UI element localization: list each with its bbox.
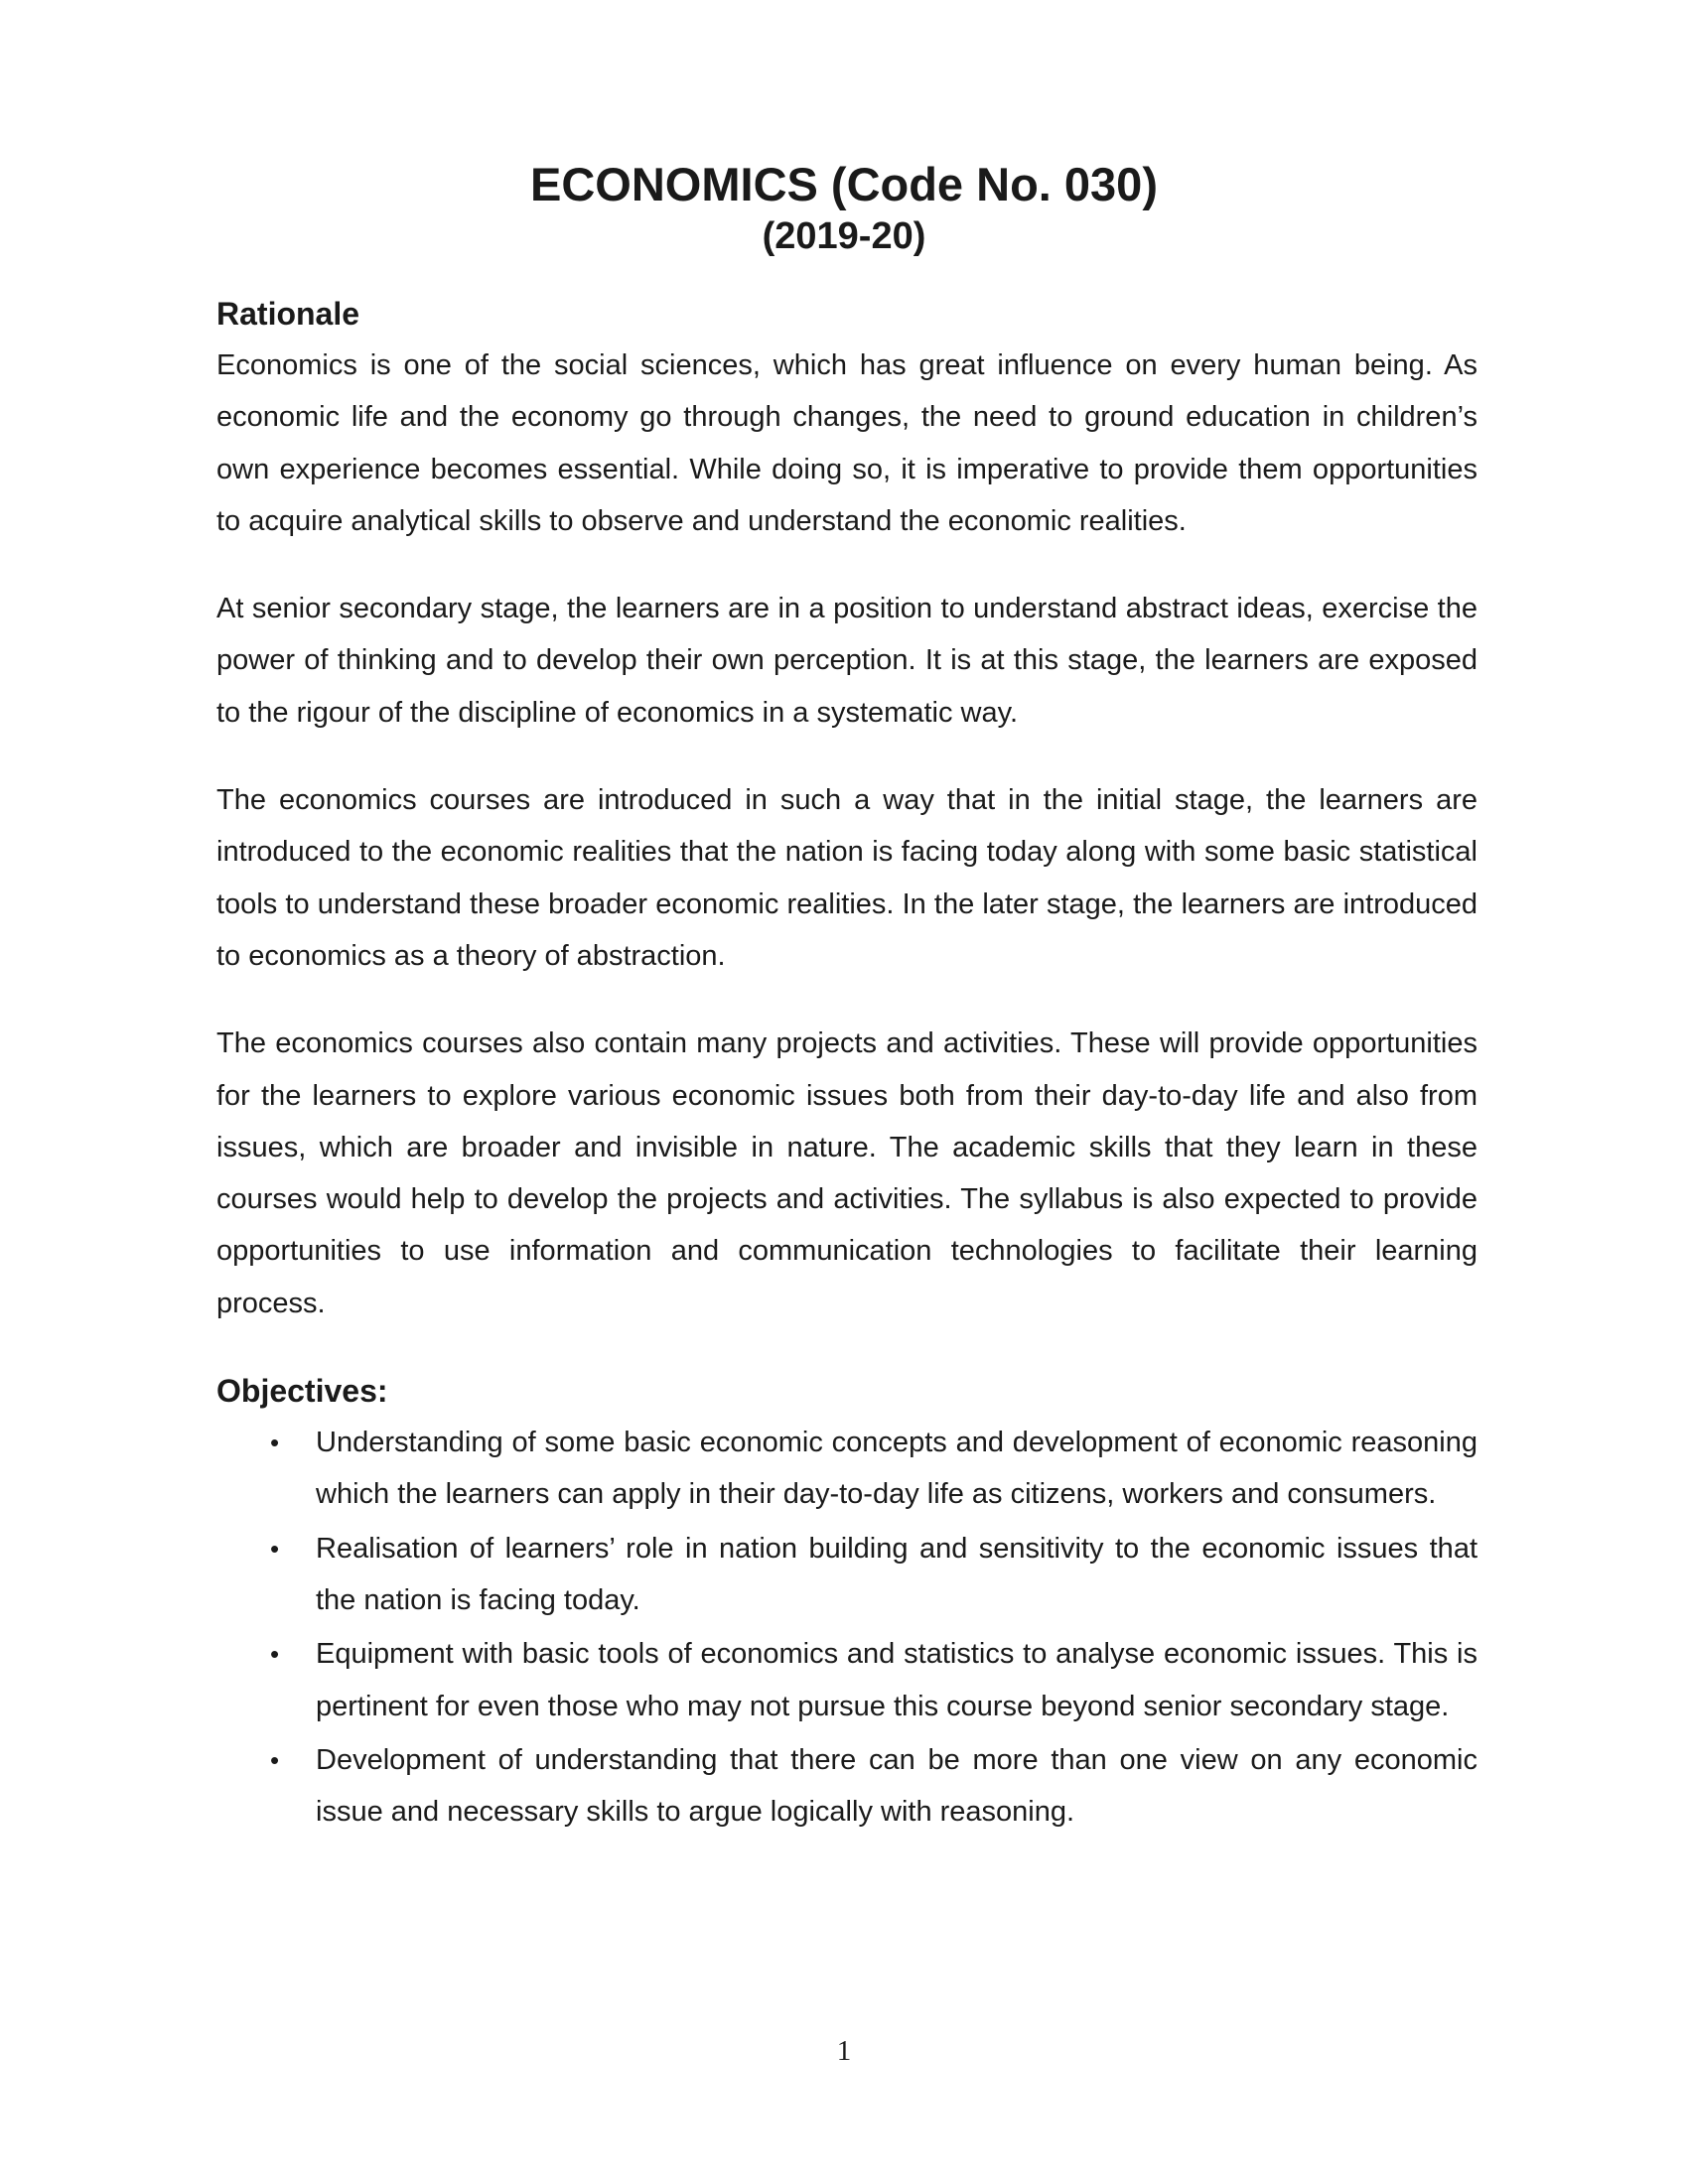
objective-item (216, 1523, 1477, 1627)
objective-text: Understanding of some basic economic concepts and development of economic reasoning which the learners can apply in their day-to-day life as citizens, workers and consumers. (316, 1427, 1477, 1511)
objectives-list (216, 1417, 1477, 1838)
bullet-icon: • (270, 1639, 280, 1670)
title-block (0, 157, 1688, 260)
objective-item (216, 1734, 1477, 1839)
page-number: 1 (836, 2035, 852, 2067)
rationale-paragraph: At senior secondary stage, the learners are in a position to understand abstract ideas, exercise the power of thinking and to develop their own perception. It is at this stage, the learners are exposed to the rigour of the discipline of economics in a systematic way. (216, 593, 1477, 729)
bullet-icon: • (270, 1533, 280, 1564)
objective-text: Realisation of learners’ role in nation building and sensitivity to the economic issues that the nation is facing today. (316, 1532, 1477, 1616)
document-title: ECONOMICS (Code No. 030) (530, 158, 1158, 210)
bullet-icon: • (270, 1744, 280, 1775)
objective-item (216, 1628, 1477, 1732)
objective-item (216, 1417, 1477, 1521)
objectives-heading: Objectives: (216, 1373, 388, 1410)
document-year: (2019-20) (762, 215, 926, 257)
objective-text: Development of understanding that there can be more than one view on any economic issue and necessary skills to argue logically with reasoning. (316, 1743, 1477, 1829)
rationale-paragraph: Economics is one of the social sciences, which has great influence on every human being. As economic life and the economy go through changes, the need to ground education in children’s own experience becomes essential. While doing so, it is imperative to provide them opportunities to acquire analytical skills to observe and understand the economic realities. (216, 349, 1477, 537)
objective-text: Equipment with basic tools of economics and statistics to analyse economic issues. This is pertinent for even those who may not pursue this course beyond senior secondary stage. (316, 1638, 1477, 1722)
rationale-paragraph: The economics courses also contain many projects and activities. These will provide opportunities for the learners to explore various economic issues both from their day-to-day life and also from issues, which are broader and invisible in nature. The academic skills that they learn in these courses would help to develop the projects and activities. The syllabus is also expected to provide opportunities to use information and communication technologies to facilitate their learning process. (216, 1027, 1477, 1319)
document-body (216, 288, 1477, 1840)
bullet-icon: • (270, 1428, 280, 1458)
rationale-paragraph: The economics courses are introduced in such a way that in the initial stage, the learners are introduced to the economic realities that the nation is facing today along with some basic statistical tools to understand these broader economic realities. In the later stage, the learners are introduced to economics as a theory of abstraction. (216, 784, 1477, 972)
rationale-heading: Rationale (216, 296, 360, 332)
